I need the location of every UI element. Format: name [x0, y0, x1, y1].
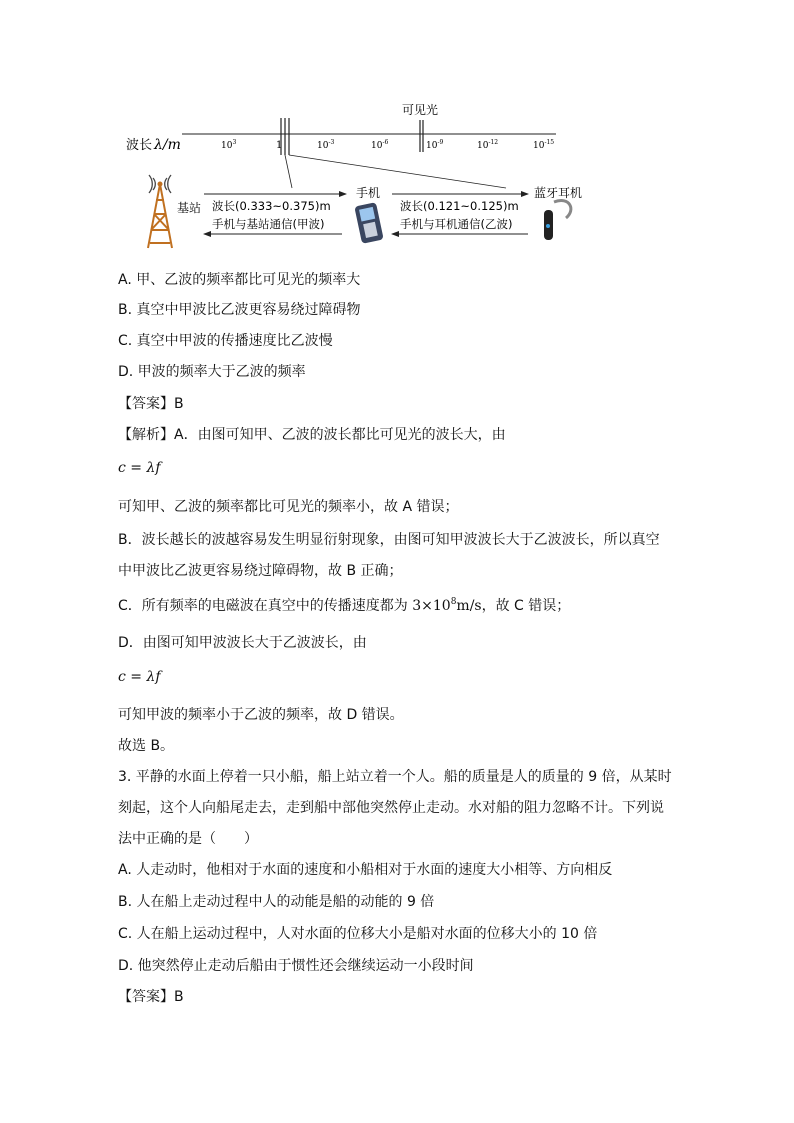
tick-label-1e-15: $10^{-15}$: [533, 139, 555, 151]
q2-option-d: D. 甲波的频率大于乙波的频率: [118, 364, 306, 380]
axis-unit: λ/m: [154, 137, 181, 153]
phone-icon: [354, 202, 383, 244]
q2-analysis-line-6: D．由图可知甲波波长大于乙波波长，由: [118, 635, 367, 651]
tick-label-1e-9: $10^{-9}$: [426, 139, 444, 151]
q3-answer: 【答案】B: [118, 989, 184, 1005]
analysis-a-text: A．由图可知甲、乙波的波长都比可见光的波长大，由: [174, 427, 506, 443]
q2-analysis-line-2: 可知甲、乙波的频率都比可见光的频率小，故 A 错误；: [118, 499, 459, 515]
speed-value: $3\times 10^8m/s$: [412, 597, 482, 614]
spectrum-diagram: [120, 98, 590, 258]
wave-b-desc: 手机与耳机通信(乙波): [400, 217, 513, 231]
q3-option-b: B. 人在船上走动过程中人的动能是船的动能的 9 倍: [118, 894, 435, 910]
tower-icon: [148, 175, 172, 248]
phone-label: 手机: [356, 186, 381, 200]
formula-2: c = λf: [118, 669, 161, 685]
q2-option-a: A. 甲、乙波的频率都比可见光的频率大: [118, 272, 361, 288]
tick-label-1e3: $10^3$: [221, 139, 237, 151]
base-station-label: 基站: [177, 201, 202, 215]
em-spectrum-figure: [120, 98, 590, 258]
tick-label-1e-6: $10^{-6}$: [371, 139, 389, 151]
q3-option-d: D. 他突然停止走动后船由于惯性还会继续运动一小段时间: [118, 958, 474, 974]
q3-option-c: C. 人在船上运动过程中，人对水面的位移大小是船对水面的位移大小的 10 倍: [118, 926, 598, 942]
earphone-icon: [544, 201, 571, 240]
wave-a-range: 波长(0.333~0.375)m: [212, 199, 331, 213]
q2-analysis-line-3: B．波长越长的波越容易发生明显衍射现象，由图可知甲波波长大于乙波波长，所以真空: [118, 532, 660, 548]
tick-label-1e-3: $10^{-3}$: [317, 139, 335, 151]
q2-option-b: B. 真空中甲波比乙波更容易绕过障碍物: [118, 302, 361, 318]
earphone-label: 蓝牙耳机: [534, 186, 583, 200]
visible-light-label: 可见光: [402, 103, 439, 117]
tick-label-1e-12: $10^{-12}$: [477, 139, 499, 151]
analysis-head: 【解析】: [118, 427, 174, 443]
q3-stem-line-3: 法中正确的是（ ）: [118, 831, 258, 847]
q2-analysis-line-7: 可知甲波的频率小于乙波的频率，故 D 错误。: [118, 707, 404, 723]
q2-answer: 【答案】B: [118, 396, 184, 412]
q2-analysis-line-1: [118, 425, 506, 445]
q3-option-a: A. 人走动时，他相对于水面的速度和小船相对于水面的速度大小相等、方向相反: [118, 862, 613, 878]
q2-conclusion: 故选 B。: [118, 738, 175, 754]
zoom-line-right: [289, 155, 506, 188]
q3-stem-line-2: 刻起，这个人向船尾走去，走到船中部他突然停止走动。水对船的阻力忽略不计。下列说: [118, 800, 664, 816]
zoom-line-left: [285, 155, 292, 188]
wave-a-desc: 手机与基站通信(甲波): [212, 217, 325, 231]
axis-label: 波长: [126, 138, 153, 153]
q2-option-c: C. 真空中甲波的传播速度比乙波慢: [118, 333, 333, 349]
wave-b-range: 波长(0.121~0.125)m: [400, 199, 519, 213]
tick-label-1: 1: [276, 140, 283, 151]
formula-1: c = λf: [118, 460, 161, 476]
q2-analysis-line-4: 中甲波比乙波更容易绕过障碍物，故 B 正确；: [118, 563, 403, 579]
q3-stem-line-1: 3. 平静的水面上停着一只小船，船上站立着一个人。船的质量是人的质量的 9 倍，从某时: [118, 769, 672, 785]
q2-analysis-line-5: C．所有频率的电磁波在真空中的传播速度都为 $3\times 10^8m/s$，故 C 错误；: [118, 597, 571, 614]
